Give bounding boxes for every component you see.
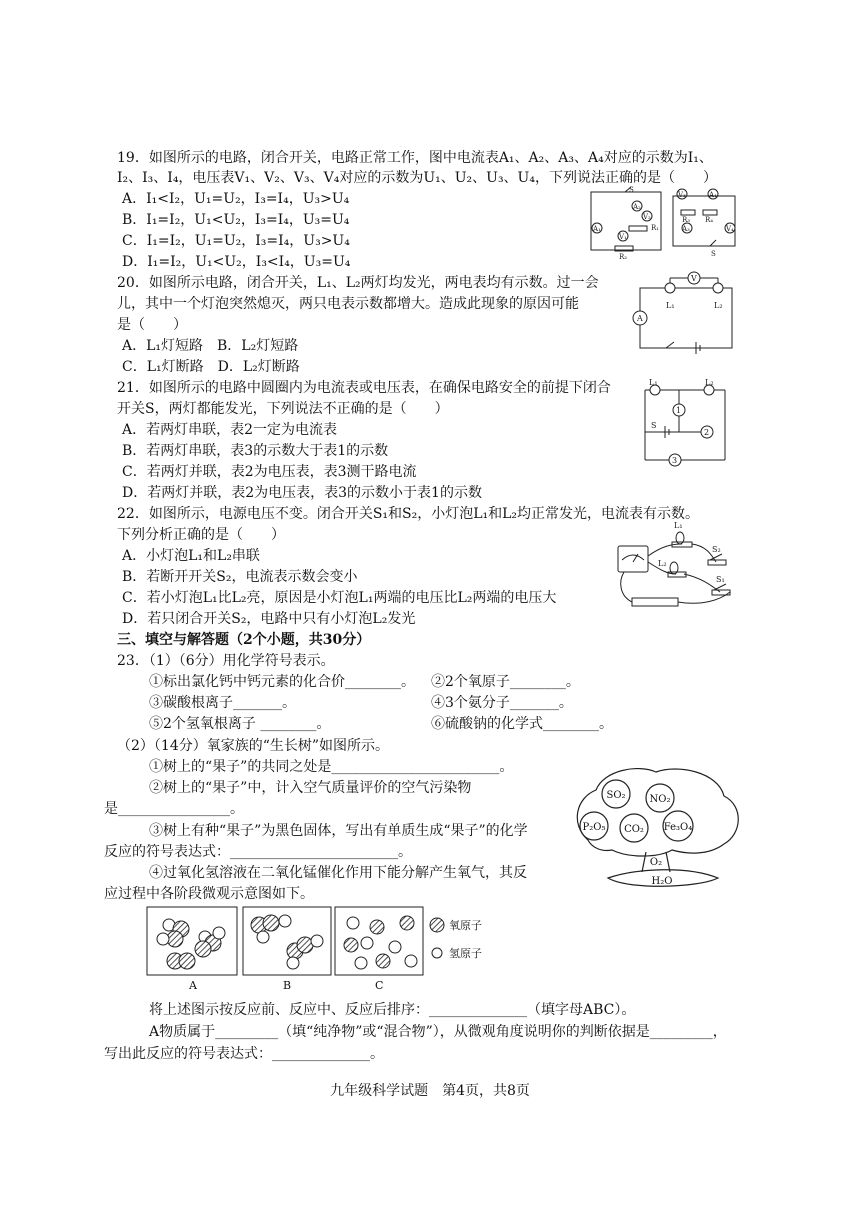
q19-fig-label: S (711, 250, 716, 258)
q23-substance-line: A物质属于_________（填“纯净物”或“混合物”），从微观角度说明你的判断依据是_________， (149, 1024, 727, 1040)
q21-option-c: C．若两灯并联，表2为电压表，表3测干路电流 (122, 464, 417, 480)
q22-stem-line2: 下列分析正确的是（ ） (117, 527, 285, 543)
q19-fig-label: V₂ (643, 213, 651, 221)
q19-option-d: D．I₁=I₂，U₁<U₂，I₃<I₄，U₃=U₄ (122, 254, 351, 270)
q19-fig-label: R₁ (651, 224, 660, 232)
q22-option-b: B．若断开开关S₂，电流表示数会变小 (122, 569, 358, 585)
q21-fig-label: 1 (676, 406, 682, 415)
q22-fig-label: L₂ (658, 559, 667, 568)
q19-fig-label: A₃ (682, 225, 690, 233)
q21-circuit-figure (635, 376, 735, 474)
q19-option-b: B．I₁=I₂，U₁<U₂，I₃=I₄，U₃=U₄ (122, 212, 350, 228)
q23-part1-item-6: ⑥硫酸钠的化学式________。 (431, 716, 613, 732)
tree-fruit-label: P₂O₅ (582, 822, 606, 833)
q19-fig-label: V₁ (619, 233, 627, 241)
q20-stem-line1: 20．如图所示电路，闭合开关，L₁、L₂两灯均发光，两电表均有示数。过一会 (117, 275, 599, 291)
legend-oxygen-atom: 氧原子 (449, 919, 482, 932)
page-footer: 九年级科学试题 第4页，共8页 (330, 1083, 530, 1099)
q20-fig-label: V (691, 274, 697, 283)
q23-part2-heading: （2）（14分）氧家族的“生长树”如图所示。 (117, 738, 390, 754)
tree-fruit-label: CO₂ (624, 824, 644, 835)
q21-stem-line1: 21．如图所示的电路中圆圈内为电流表或电压表，在确保电路安全的前提下闭合 (117, 380, 611, 396)
micro-label-a: A (189, 979, 197, 992)
q19-circuit-figure (585, 184, 745, 262)
q23-part1-item-1: ①标出氯化钙中钙元素的化合价________。 (149, 674, 415, 690)
q23-part1-item-2: ②2个氧原子________。 (431, 674, 580, 690)
q23-order-line: 将上述图示按反应前、反应中、反应后排序：______________（填字母ABC）。 (149, 1002, 636, 1018)
q19-fig-label: S (629, 186, 634, 194)
q20-stem-line2: 儿，其中一个灯泡突然熄灭，两只电表示数都增大。造成此现象的原因可能 (117, 296, 579, 312)
q23-part1-item-4: ④3个氨分子_______。 (431, 695, 573, 711)
q23-equation-line: 写出此反应的符号表达式：______________。 (104, 1046, 384, 1062)
legend-hydrogen-atom: 氢原子 (449, 947, 482, 960)
q21-option-b: B．若两灯串联，表3的示数大于表1的示数 (122, 443, 389, 459)
q23-part1-item-3: ③碳酸根离子_______。 (149, 695, 296, 711)
micro-label-c: C (375, 979, 384, 992)
q23-part2-q2-line2: 是________________。 (104, 801, 244, 817)
tree-trunk-label: O₂ (649, 857, 663, 868)
q19-fig-label: R₄ (705, 216, 714, 224)
q23-part2-q1: ①树上的“果子”的共同之处是________________________。 (149, 759, 514, 775)
q19-stem-line1: 19．如图所示的电路，闭合开关，电路正常工作，图中电流表A₁、A₂、A₃、A₄对应的示数为I₁、 (117, 150, 713, 166)
q22-fig-label: S₂ (712, 545, 721, 554)
q21-fig-label: S (651, 421, 657, 430)
tree-fruit-label: NO₂ (649, 794, 671, 805)
q19-option-a: A．I₁<I₂，U₁=U₂，I₃=I₄，U₃>U₄ (122, 191, 350, 207)
q20-fig-label: L₂ (714, 301, 723, 310)
section-3-heading: 三、填空与解答题（2个小题，共30分） (117, 632, 371, 648)
tree-root-label: H₂O (651, 876, 673, 887)
q21-fig-label: 3 (672, 456, 678, 465)
q23-part2-q3-line1: ③树上有种“果子”为黑色固体，写出有单质生成“果子”的化学 (149, 823, 528, 839)
q22-option-c: C．若小灯泡L₁比L₂亮，原因是小灯泡L₁两端的电压比L₂两端的电压大 (122, 590, 557, 606)
q22-circuit-figure (612, 516, 740, 616)
q20-fig-label: L₁ (666, 301, 675, 310)
q19-stem-line2: I₂、I₃、I₄，电压表V₁、V₂、V₃、V₄对应的示数为U₁、U₂、U₃、U₄，下列说法正确的是（ ） (117, 170, 717, 186)
q21-fig-label: L₂ (705, 378, 714, 387)
q21-stem-line2: 开关S，两灯都能发光，下列说法不正确的是（ ） (117, 401, 449, 417)
q23-part2-q3-line2: 反应的符号表达式：________________________。 (104, 844, 412, 860)
q20-circuit-figure (630, 268, 740, 356)
q23-part2-q2-line1: ②树上的“果子”中，计入空气质量评价的空气污染物 (149, 780, 472, 796)
q19-fig-label: V₃ (678, 191, 686, 199)
q22-option-d: D．若只闭合开关S₂，电路中只有小灯泡L₂发光 (122, 611, 416, 627)
q20-stem-line3: 是（ ） (117, 317, 187, 333)
q22-fig-label: S₁ (716, 575, 725, 584)
q19-option-c: C．I₁=I₂，U₁=U₂，I₃=I₄，U₃>U₄ (122, 233, 350, 249)
q20-fig-label: A (637, 314, 643, 323)
q22-option-a: A．小灯泡L₁和L₂串联 (122, 548, 260, 564)
q21-option-a: A．若两灯串联，表2一定为电流表 (122, 422, 338, 438)
q21-fig-label: 2 (704, 428, 710, 437)
q23-part2-q4-line2: 应过程中各阶段微观示意图如下。 (104, 886, 314, 902)
q22-stem-line1: 22．如图所示，电源电压不变。闭合开关S₁和S₂，小灯泡L₁和L₂均正常发光，电流表有示数。 (117, 506, 700, 522)
q19-fig-label: R₂ (619, 253, 628, 261)
q20-options-ab: A．L₁灯短路 B．L₂灯短路 (122, 338, 299, 354)
q21-fig-label: L₁ (649, 378, 658, 387)
q19-fig-label: R₃ (682, 216, 691, 224)
q21-option-d: D．若两灯并联，表2为电压表，表3的示数小于表1的示数 (122, 485, 482, 501)
q19-fig-label: A₁ (593, 225, 601, 233)
micro-diagram-figure (145, 905, 545, 993)
oxygen-family-tree-figure (568, 762, 746, 892)
q19-fig-label: V₄ (726, 225, 734, 233)
q22-fig-label: L₁ (674, 521, 683, 530)
tree-fruit-label: Fe₃O₄ (663, 822, 693, 833)
tree-fruit-label: SO₂ (606, 790, 626, 801)
q19-fig-label: A₄ (709, 191, 717, 199)
q19-fig-label: A₂ (633, 203, 641, 211)
q23-part2-q4-line1: ④过氧化氢溶液在二氧化锰催化作用下能分解产生氧气，其反 (149, 865, 527, 881)
q23-part1-item-5: ⑤2个氢氧根离子 ________。 (149, 716, 331, 732)
q20-options-cd: C．L₁灯断路 D．L₂灯断路 (122, 359, 300, 375)
q23-part1-heading: 23．（1）（6分）用化学符号表示。 (117, 653, 335, 669)
micro-label-b: B (283, 979, 292, 992)
